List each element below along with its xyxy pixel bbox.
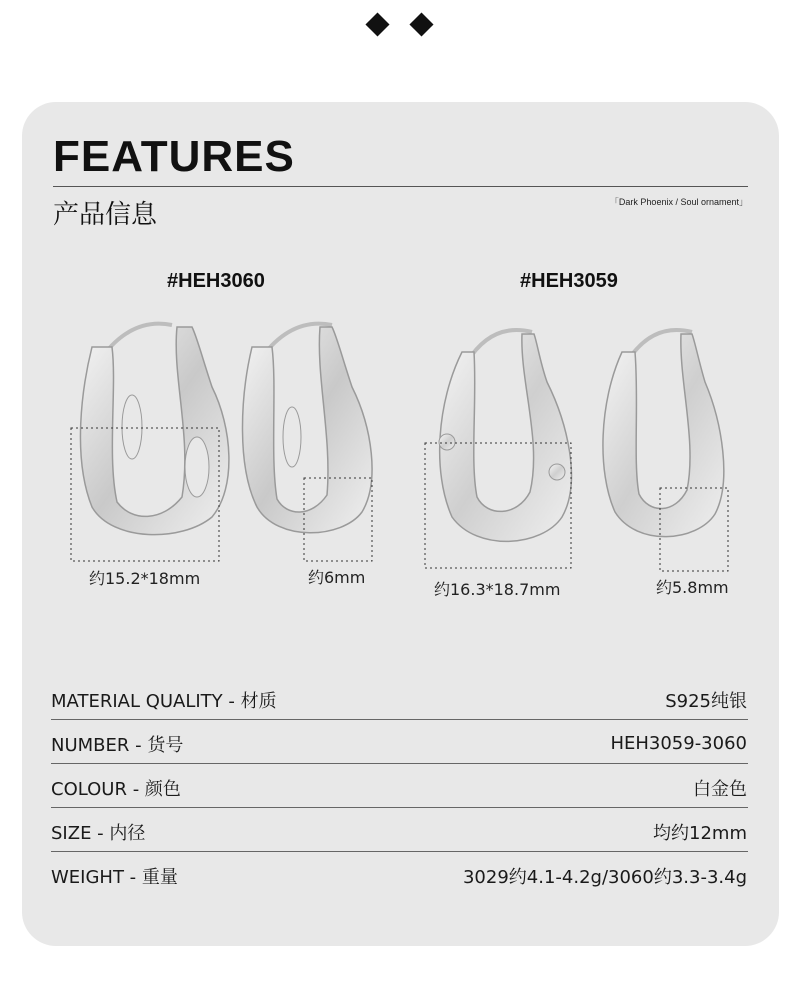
size-label-heh3060: 约15.2*18mm <box>89 569 201 588</box>
spec-divider <box>51 807 748 808</box>
width-label-heh3059: 约5.8mm <box>656 578 729 597</box>
dimension-box-heh3059 <box>424 442 574 572</box>
width-box-heh3059 <box>659 487 731 575</box>
feature-card <box>22 102 779 946</box>
spec-label-size: SIZE - 内径 <box>51 823 146 844</box>
dimension-box-heh3060 <box>70 427 222 567</box>
spec-divider <box>51 719 748 720</box>
spec-label-material: MATERIAL QUALITY - 材质 <box>51 691 277 712</box>
diamond-icon-left <box>365 12 389 36</box>
collection-tagline: 「Dark Phoenix / Soul ornament」 <box>609 197 748 207</box>
width-label-heh3060: 约6mm <box>308 568 366 587</box>
spec-divider <box>51 763 748 764</box>
spec-value-size: 均约12mm <box>653 823 747 844</box>
model-heh3059: #HEH3059 <box>520 270 618 292</box>
title-divider <box>53 186 748 187</box>
product-info-subtitle: 产品信息 <box>53 200 158 230</box>
size-label-heh3059: 约16.3*18.7mm <box>434 580 561 599</box>
spec-label-colour: COLOUR - 颜色 <box>51 779 181 800</box>
spec-label-weight: WEIGHT - 重量 <box>51 867 178 888</box>
spec-value-weight: 3029约4.1-4.2g/3060约3.3-3.4g <box>462 867 747 888</box>
features-title: FEATURES <box>53 132 295 181</box>
spec-value-number: HEH3059-3060 <box>610 733 747 754</box>
spec-value-material: S925纯银 <box>665 691 747 712</box>
width-box-heh3060 <box>303 477 375 567</box>
model-heh3060: #HEH3060 <box>167 270 265 292</box>
diamond-icon-right <box>409 12 433 36</box>
spec-value-colour: 白金色 <box>693 779 747 800</box>
spec-divider <box>51 851 748 852</box>
spec-label-number: NUMBER - 货号 <box>51 735 184 756</box>
